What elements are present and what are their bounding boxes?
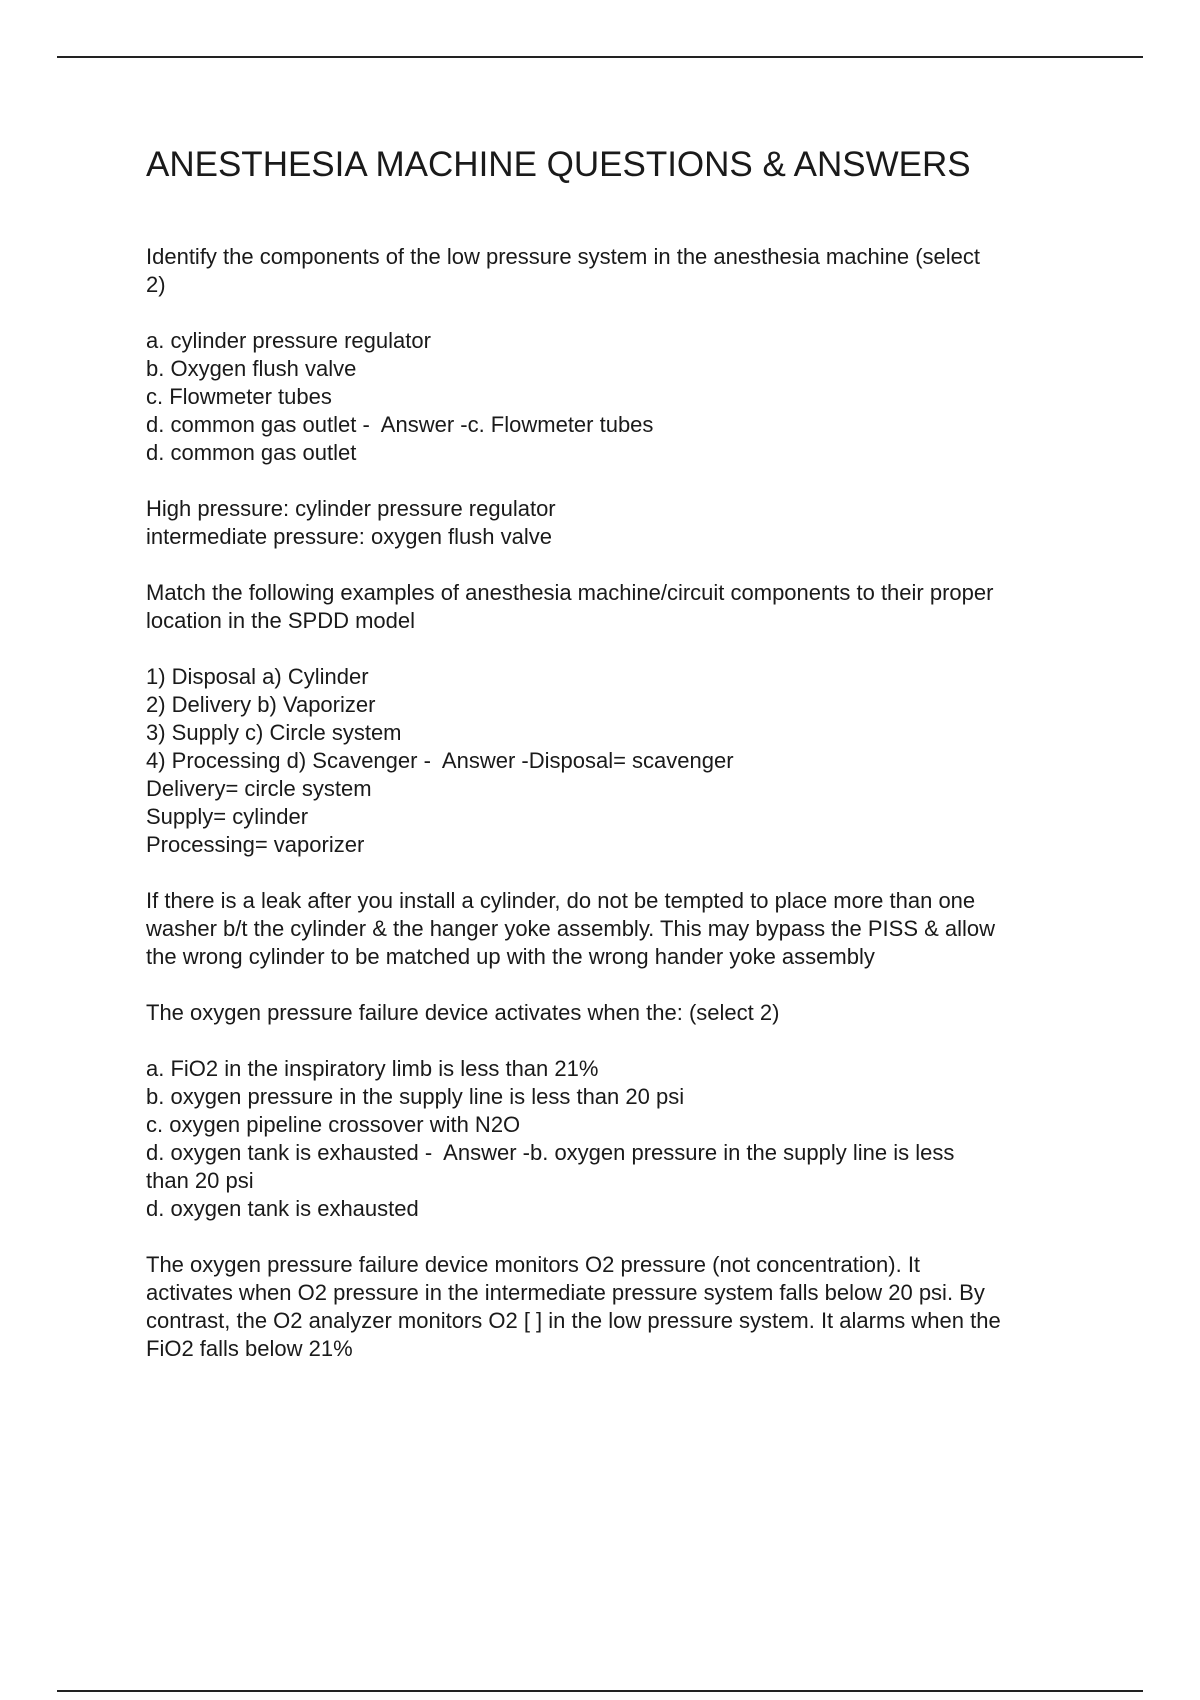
text-line: 4) Processing d) Scavenger - Answer -Disposal= scavenger <box>146 748 734 773</box>
text-line: Processing= vaporizer <box>146 832 365 857</box>
text-line: c. Flowmeter tubes <box>146 384 332 409</box>
paragraph <box>146 999 1106 1027</box>
text-line: a. cylinder pressure regulator <box>146 328 431 353</box>
paragraph <box>146 887 1106 971</box>
text-line: The oxygen pressure failure device activates when the: (select 2) <box>146 1000 780 1025</box>
text-line: 1) Disposal a) Cylinder <box>146 664 369 689</box>
text-line: intermediate pressure: oxygen flush valve <box>146 524 552 549</box>
text-line: a. FiO2 in the inspiratory limb is less than 21% <box>146 1056 599 1081</box>
paragraph <box>146 1251 1106 1363</box>
text-line: 2) Delivery b) Vaporizer <box>146 692 376 717</box>
text-line: Delivery= circle system <box>146 776 372 801</box>
document-title: ANESTHESIA MACHINE QUESTIONS & ANSWERS <box>146 145 971 184</box>
text-line: The oxygen pressure failure device monitors O2 pressure (not concentration). It <box>146 1252 921 1277</box>
text-line: the wrong cylinder to be matched up with the wrong hander yoke assembly <box>146 944 875 969</box>
text-line: Match the following examples of anesthesia machine/circuit components to their proper <box>146 580 994 605</box>
text-line: d. oxygen tank is exhausted - Answer -b. oxygen pressure in the supply line is less <box>146 1140 955 1165</box>
paragraph <box>146 327 1106 467</box>
text-line: than 20 psi <box>146 1168 254 1193</box>
bottom-rule <box>57 1690 1143 1692</box>
text-line: 3) Supply c) Circle system <box>146 720 402 745</box>
text-line: location in the SPDD model <box>146 608 416 633</box>
text-line: washer b/t the cylinder & the hanger yoke assembly. This may bypass the PISS & allow <box>146 916 996 941</box>
paragraph <box>146 663 1106 859</box>
text-line: Supply= cylinder <box>146 804 309 829</box>
paragraph <box>146 1055 1106 1223</box>
text-line: d. common gas outlet - Answer -c. Flowmeter tubes <box>146 412 654 437</box>
text-line: c. oxygen pipeline crossover with N2O <box>146 1112 521 1137</box>
text-line: FiO2 falls below 21% <box>146 1336 353 1361</box>
paragraph <box>146 243 1106 299</box>
text-line: b. oxygen pressure in the supply line is less than 20 psi <box>146 1084 685 1109</box>
text-line: d. common gas outlet <box>146 440 357 465</box>
paragraph <box>146 495 1106 551</box>
top-rule <box>57 56 1143 58</box>
paragraph <box>146 579 1106 635</box>
text-line: High pressure: cylinder pressure regulator <box>146 496 556 521</box>
text-line: 2) <box>146 272 166 297</box>
text-line: contrast, the O2 analyzer monitors O2 [ ] in the low pressure system. It alarms when the <box>146 1308 1001 1333</box>
text-line: b. Oxygen flush valve <box>146 356 357 381</box>
document-body <box>146 243 1106 1391</box>
text-line: If there is a leak after you install a cylinder, do not be tempted to place more than one <box>146 888 976 913</box>
text-line: activates when O2 pressure in the intermediate pressure system falls below 20 psi. By <box>146 1280 985 1305</box>
text-line: Identify the components of the low pressure system in the anesthesia machine (select <box>146 244 980 269</box>
text-line: d. oxygen tank is exhausted <box>146 1196 419 1221</box>
